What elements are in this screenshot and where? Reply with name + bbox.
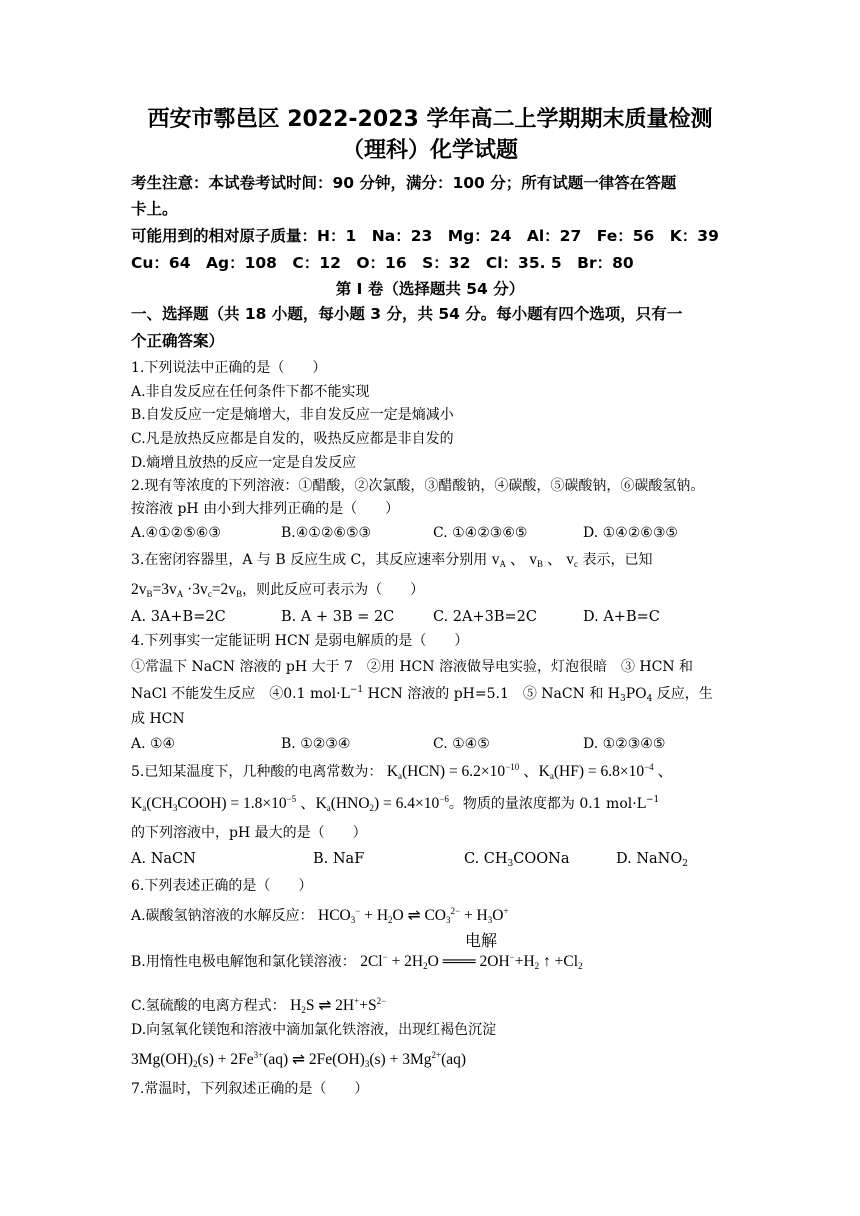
q2-option-a: A.④①②⑤⑥③: [131, 525, 221, 541]
atomic-mass-line2: Cu：64 Ag：108 C：12 O：16 S：32 Cl：35. 5 Br：80: [131, 254, 634, 272]
q6-electrolysis-condition: 电解: [465, 931, 498, 950]
q3-option-a: A. 3A+B=2C: [131, 609, 226, 625]
q4-facts-line2: NaCl 不能发生反应 ④0.1 $mol\cdot L^{-1}$ HCN 溶液的 pH=5.1 ⑤ NaCN 和 $H_3PO_4$ 反应，生: [131, 685, 713, 704]
q3-stem-line2: $2v_B=3v_A \cdot 3v_c=2v_B$，则此反应可表示为（ ）: [131, 581, 425, 599]
q2-option-b: B.④①②⑥⑤③: [281, 525, 372, 541]
q1-option-c: C.凡是放热反应都是自发的，吸热反应都是非自发的: [131, 431, 454, 447]
q2-option-c: C. ①④②③⑥⑤: [433, 525, 528, 541]
q4-option-a: A. ①④: [131, 736, 176, 752]
q1-option-d: D.熵增且放热的反应一定是自发反应: [131, 455, 357, 471]
q7-stem: 7.常温时，下列叙述正确的是（ ）: [131, 1081, 369, 1097]
q5-ka-hcn-hf: $K_a(HCN) = 6.2\times 10^{-10}$ 、$K_a(HF) = 6.8\times 10^{-4}$ 、: [386, 762, 674, 781]
q4-option-c: C. ①④⑤: [433, 736, 490, 752]
notice-line1: 考生注意：本试卷考试时间：90 分钟，满分：100 分；所有试题一律答在答题: [131, 174, 677, 192]
exam-title-line1: 西安市鄠邑区 2022-2023 学年高二上学期期末质量检测: [147, 107, 713, 132]
q4-facts-line1: ①常温下 NaCN 溶液的 pH 大于 7 ②用 HCN 溶液做导电实验，灯泡很暗 ③ HCN 和: [131, 659, 694, 675]
q2-stem-line2: 按溶液 pH 由小到大排列正确的是（ ）: [131, 501, 400, 517]
q3-rate-symbols: $v_A$ 、 $v_B$ 、 $v_c$: [491, 551, 579, 569]
q6-option-c: C.氢硫酸的电离方程式： $H_2S$ ⇌ $2H^++S^{2-}$: [131, 996, 387, 1015]
q4-stem: 4.下列事实一定能证明 HCN 是弱电解质的是（ ）: [131, 633, 469, 649]
q6-option-a: A.碳酸氢钠溶液的水解反应： $HCO_3^- + H_2O$ ⇌ $CO_3^{2-} + H_3O^+$: [131, 906, 509, 925]
part-title-line1: 一、选择题（共 18 小题，每小题 3 分，共 54 分。每小题有四个选项，只有一: [131, 305, 683, 323]
q3-option-b: B. A + 3B = 2C: [281, 609, 395, 625]
q3-option-d: D. A+B=C: [583, 609, 660, 625]
q5-option-d: D. NaNO$_2$: [616, 851, 688, 869]
q6-stem: 6.下列表述正确的是（ ）: [131, 878, 313, 894]
q4-facts-line3: 成 HCN: [131, 711, 185, 727]
q1-option-b: B.自发反应一定是熵增大，非自发反应一定是熵减小: [131, 407, 454, 423]
q3-option-c: C. 2A+3B=2C: [433, 609, 537, 625]
exam-title-line2: （理科）化学试题: [341, 138, 518, 163]
notice-line2: 卡上。: [131, 200, 178, 218]
q3-rate-relation: $2v_B=3v_A \cdot 3v_c=2v_B$: [131, 581, 243, 599]
q6-option-b: B.用惰性电极电解饱和氯化镁溶液： $2Cl^- + 2H_2O$ ═══ $2OH^-+H_2$ ↑ $+Cl_2$: [131, 952, 583, 971]
q6-equation-a: $HCO_3^- + H_2O$ ⇌ $CO_3^{2-} + H_3O^+$: [318, 906, 509, 925]
q5-ka-ch3cooh-hno2: $K_a(CH_3COOH) = 1.8\times 10^{-5}$ 、$K_a(HNO_2) = 6.4\times 10^{-6}$: [131, 794, 449, 813]
q2-stem-line1: 2.现有等浓度的下列溶液：①醋酸，②次氯酸，③醋酸钠，④碳酸，⑤碳酸钠，⑥碳酸氢钠。: [131, 478, 705, 494]
q6-equation-d-line: [131, 1051, 466, 1069]
q6-equation-c: $H_2S$ ⇌ $2H^++S^{2-}$: [290, 996, 387, 1015]
q5-option-b: B. NaF: [313, 851, 365, 867]
volume-title: 第 I 卷（选择题共 54 分）: [335, 280, 525, 298]
q6-equation-d: $3Mg(OH)_2(s) + 2Fe^{3+}(aq)$ ⇌ $2Fe(OH)_3(s) + 3Mg^{2+}(aq)$: [131, 1050, 467, 1069]
q6-option-d: D.向氢氧化镁饱和溶液中滴加氯化铁溶液，出现红褐色沉淀: [131, 1022, 497, 1038]
q4-option-d: D. ①②③④⑤: [583, 736, 666, 752]
q1-option-a: A.非自发反应在任何条件下都不能实现: [131, 384, 370, 400]
q5-stem-line3: 的下列溶液中，pH 最大的是（ ）: [131, 825, 367, 841]
q5-stem-line2: $K_a(CH_3COOH) = 1.8\times 10^{-5}$ 、$K_a(HNO_2) = 6.4\times 10^{-6}$。物质的量浓度都为 0.1 $mol\cdot L^{-1}$: [131, 794, 660, 813]
q5-option-a: A. NaCN: [131, 851, 196, 867]
atomic-mass-line1: 可能用到的相对原子质量：H：1 Na：23 Mg：24 Al：27 Fe：56 K：39: [131, 227, 719, 245]
q2-option-d: D. ①④②⑥③⑤: [583, 525, 678, 541]
q6-equation-b: $2Cl^- + 2H_2O$ ═══ $2OH^-+H_2$ ↑ $+Cl_2$: [360, 952, 583, 971]
q3-stem-line1: 3.在密闭容器里，A 与 B 反应生成 C，其反应速率分别用 $v_A$ 、 $v_B$ 、 $v_c$ 表示，已知: [131, 551, 653, 569]
q1-stem: 1.下列说法中正确的是（ ）: [131, 360, 327, 376]
q5-option-c: C. $CH_3COONa$: [464, 851, 570, 869]
q4-option-b: B. ①②③④: [281, 736, 351, 752]
part-title-line2: 个正确答案）: [131, 332, 225, 350]
q5-stem-line1: 5.已知某温度下，几种酸的电离常数为： $K_a(HCN) = 6.2\times 10^{-10}$ 、$K_a(HF) = 6.8\times 10^{-4}$ 、: [131, 762, 674, 781]
